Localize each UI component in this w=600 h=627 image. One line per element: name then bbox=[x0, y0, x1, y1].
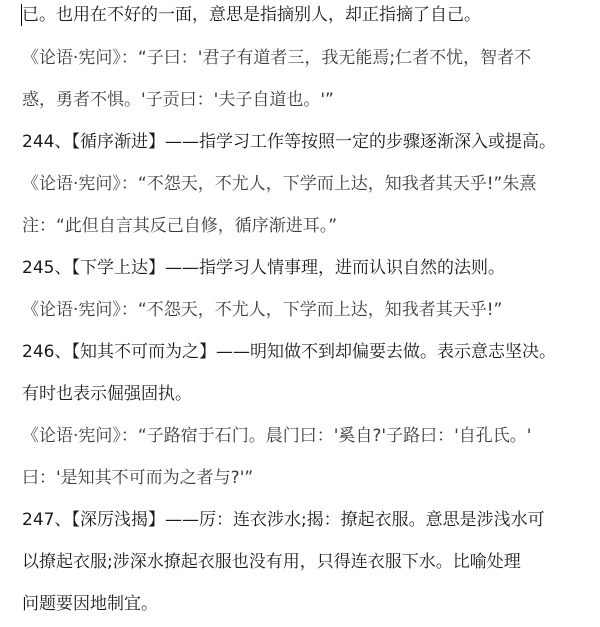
entry-245-heading: 245、【下学上达】——指学习人情事理，进而认识自然的法则。 bbox=[22, 258, 505, 278]
entry-244-heading: 244、【循序渐进】——指学习工作等按照一定的步骤逐渐深入或提高。 bbox=[22, 132, 556, 152]
text-line-12: 曰：'是知其不可而为之者与?'” bbox=[22, 468, 254, 488]
text-line-5: 《论语·宪问》：“不怨天，不尤人，下学而上达，知我者其天乎!”朱熹 bbox=[22, 174, 537, 194]
text-line-15: 问题要因地制宜。 bbox=[22, 594, 158, 614]
text-line-8: 《论语·宪问》：“不怨天，不尤人，下学而上达，知我者其天乎!” bbox=[22, 300, 503, 320]
text-line-11: 《论语·宪问》：“子路宿于石门。晨门曰：'奚自?'子路曰：'自孔氏。' bbox=[22, 426, 532, 446]
entry-246-heading: 246、【知其不可而为之】——明知做不到却偏要去做。表示意志坚决。 bbox=[22, 342, 556, 362]
text-line-2: 《论语·宪问》：“子曰：'君子有道者三，我无能焉;仁者不忧，智者不 bbox=[22, 48, 532, 68]
text-line-14: 以撩起衣服;涉深水撩起衣服也没有用，只得连衣服下水。比喻处理 bbox=[22, 552, 521, 572]
text-line-10: 有时也表示倔强固执。 bbox=[22, 384, 192, 404]
text-line-6: 注：“此但自言其反己自修，循序渐进耳。” bbox=[22, 216, 338, 236]
text-line-3: 惑，勇者不惧。'子贡曰：'夫子自道也。'” bbox=[22, 90, 334, 110]
text-line-1: 已。也用在不好的一面，意思是指摘别人，却正指摘了自己。 bbox=[22, 5, 481, 25]
entry-247-heading: 247、【深厉浅揭】——厉：连衣涉水;揭：撩起衣服。意思是涉浅水可 bbox=[22, 510, 545, 530]
